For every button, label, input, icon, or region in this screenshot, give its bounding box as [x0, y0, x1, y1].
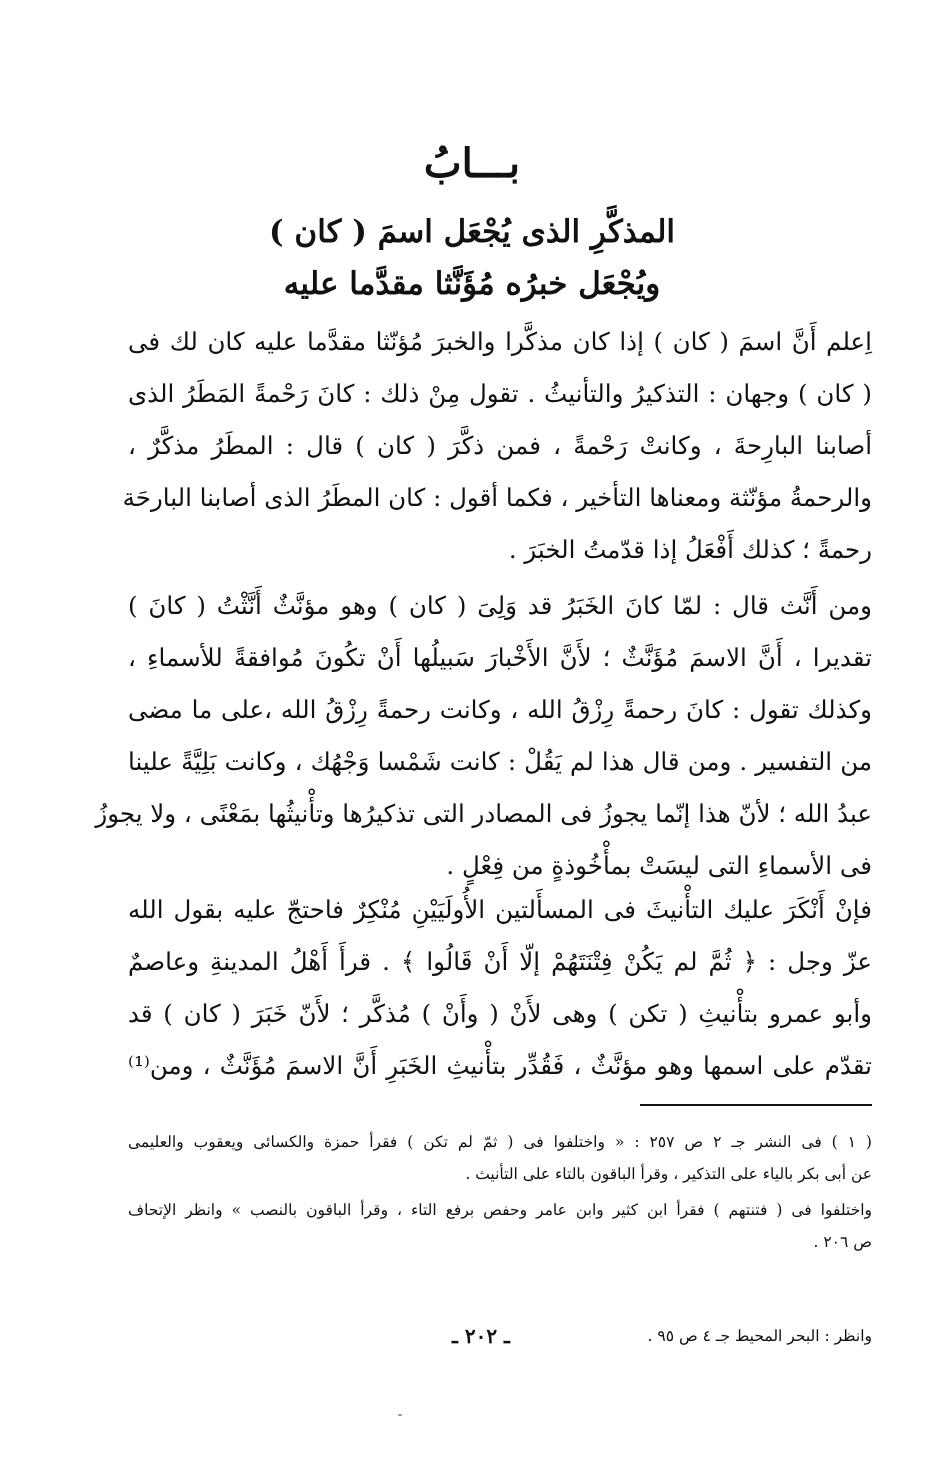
- text-line: ( كان ) وجهان : التذكيرُ والتأنيثُ . تقول مِنْ ذلك : كانَ رَحْمةً المَطَرُ الذى: [128, 379, 872, 408]
- text-line: وكذلك تقول : كانَ رحمةً رِزْقُ الله ، وكانت رحمةً رِزْقُ الله ،على ما مضى: [128, 695, 872, 724]
- paragraph-1: [122, 316, 872, 576]
- footnote-line: وانظر : البحر المحيط جـ ٤ ص ٩٥ .: [647, 1327, 872, 1345]
- text-line: ومن أَنَّث قال : لمّا كانَ الخَبَرُ قد وَلِىَ ( كان ) وهو مؤنَّثٌ أَنَّثْتُ ( كانَ ): [128, 591, 872, 620]
- footnotes: [128, 1126, 872, 1258]
- footnote-divider: [640, 1104, 872, 1106]
- footnote-line: واختلفوا فى ( فتنتهم ) فقرأ ابن كثير وابن عامر وحفص برفع التاء ، وقرأ الباقون بالنصب » وانظر الإتحاف: [128, 1201, 872, 1219]
- text-line: تقديرا ، أَنَّ الاسمَ مُؤَنَّثٌ ؛ لأَنَّ الأَخْبارَ سَبيلُها أَنْ تكُونَ مُوافقةً للأسماءِ ،: [128, 643, 872, 672]
- text-line: عبدُ الله ؛ لأنّ هذا إنّما يجوزُ فى المصادر التى تذكيرُها وتأْنيثُها بمَعْنًى ، ولا يجوزُ: [95, 799, 872, 828]
- footnote-line: عن أبى بكر بالياء على التذكير ، وقرأ الباقون بالتاء على التأنيث .: [465, 1165, 872, 1183]
- chapter-label: بـــابُ: [423, 140, 521, 187]
- text-line: رحمةً ؛ كذلك أَفْعَلُ إذا قدّمتُ الخبَرَ .: [508, 535, 872, 564]
- scan-speck: [398, 1414, 402, 1416]
- text-line: اِعلم أَنَّ اسمَ ( كان ) إذا كان مذكَّرا والخبرَ مُؤنّثا مقدَّما عليه كان لك فى: [128, 327, 872, 356]
- footnote-line: ( ١ ) فى النشر جـ ٢ ص ٢٥٧ : « واختلفوا فى ( ثمّ لم تكن ) فقرأ حمزة والكسائى ويعقوب والعليمى: [128, 1133, 872, 1151]
- chapter-title-line-2: ويُجْعَل خبرُه مُؤَنَّثا مقدَّما عليه: [283, 266, 661, 302]
- paragraph-3: [128, 884, 872, 1092]
- chapter-title-line-1: المذكَّرِ الذى يُجْعَل اسمَ ( كان ): [268, 214, 676, 250]
- page-number: ـ ٢٠٢ ـ: [452, 1324, 510, 1348]
- text-line: عزّ وجل : ﴿ ثُمَّ لم يَكُنْ فِتْنَتَهُمْ إلّا أَنْ قَالُوا ﴾ . قرأَ أَهْلُ المدينةِ وعاصمٌ: [128, 947, 872, 976]
- text-line: فإنْ أَنْكَرَ عليك التأْنيثَ فى المسأَلتين الأُولَيَيْنِ مُنْكِرٌ فاحتجّ عليه بقول الله: [128, 895, 872, 924]
- footnote-line: ص ٢٠٦ .: [813, 1233, 872, 1251]
- paragraph-2: [95, 580, 872, 892]
- text-line: والرحمةُ مؤنّثة ومعناها التأخير ، فكما أقول : كان المطَرُ الذى أصابنا البارحَة: [122, 483, 872, 512]
- text-line: من التفسير . ومن قال هذا لم يَقُلْ : كانت شَمْسا وَجْهُك ، وكانت بَلِيَّةً علينا: [128, 747, 872, 776]
- text-line: فى الأسماءِ التى ليسَتْ بمأْخُوذةٍ من فِعْلٍ .: [446, 851, 872, 880]
- page-footer: [128, 1318, 872, 1354]
- text-line: تقدّم على اسمها وهو مؤنَّثٌ ، فَقُدِّر بتأْنيثِ الخَبَرِ أَنَّ الاسمَ مُؤَنَّثٌ ، ومن⁽¹⁾: [128, 1051, 872, 1080]
- text-line: أصابنا البارِحةَ ، وكانتْ رَحْمةً ، فمن ذكَّرَ ( كان ) قال : المطَرُ مذكَّرٌ ،: [128, 431, 872, 460]
- text-line: وأبو عمرو بتأْنيثِ ( تكن ) وهى لأَنْ ( وأَنْ ) مُذكَّر ؛ لأَنّ خَبَرَ ( كان ) قد: [128, 999, 872, 1028]
